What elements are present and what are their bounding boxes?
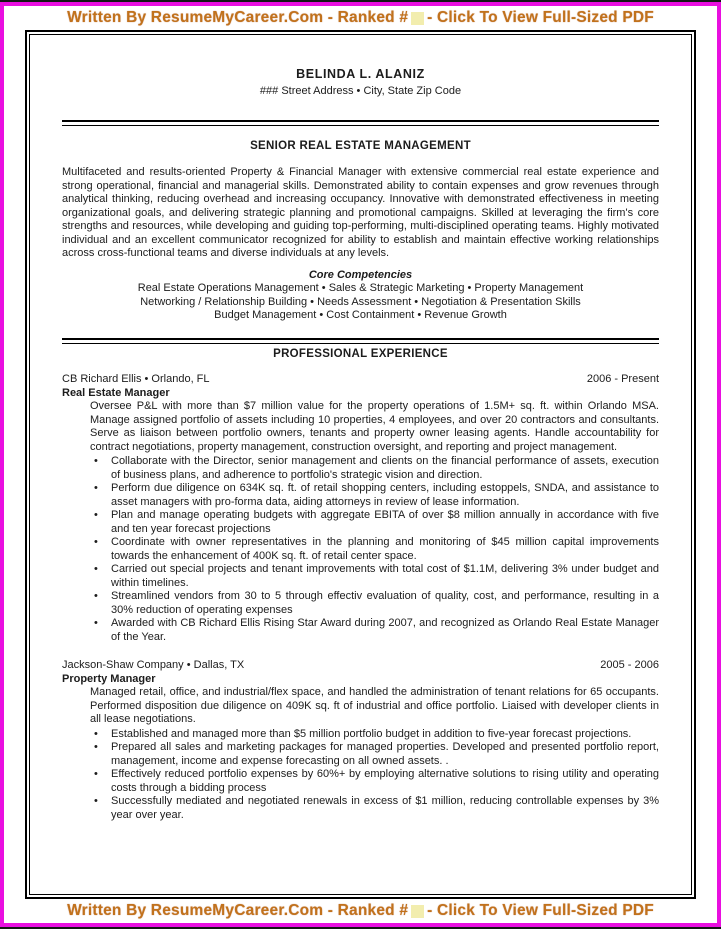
bullet-text: Streamlined vendors from 30 to 5 through effectiv evaluation of quality, cost, and performance, resulting in a 30% reduction of operating expenses: [111, 590, 659, 616]
resume-page: [25, 30, 696, 899]
job-bullet: [90, 768, 659, 795]
job-dates: 2006 - Present: [586, 373, 659, 385]
bullet-text: Awarded with CB Richard Ellis Rising Star Award during 2007, and recognized as Orlando Real Estate Manager of the Year.: [111, 617, 659, 643]
job-company: Jackson-Shaw Company • Dallas, TX: [62, 659, 245, 671]
banner-text-left[interactable]: Written By ResumeMyCareer.Com - Ranked #: [67, 902, 409, 919]
job-dates: 2005 - 2006: [600, 659, 659, 671]
bullet-text: Perform due diligence on 634K sq. ft. of retail shopping centers, including estoppels, SNDA, and assistance to asset managers with pro-forma data, aiding attorneys in review of lease information.: [111, 482, 659, 508]
bullet-marker: •: [94, 455, 98, 467]
bullet-text: Coordinate with owner representatives in the planning and monitoring of $45 million capital improvements towards the enhancement of 400K sq. ft. of retail center space.: [111, 536, 659, 562]
magenta-frame: [0, 2, 721, 927]
bullet-text: Successfully mediated and negotiated renewals in excess of $1 million, reducing controllable expenses by 3% year over year.: [111, 795, 659, 821]
bullet-text: Prepared all sales and marketing packages for managed properties. Developed and presented portfolio report, management, income and expense forecasting on all owned assets. .: [111, 741, 659, 767]
job-bullet: [90, 741, 659, 768]
bullet-text: Effectively reduced portfolio expenses by 60%+ by employing alternative solutions to rising utility and operating costs through a bidding process: [111, 768, 659, 794]
job-company: CB Richard Ellis • Orlando, FL: [62, 373, 210, 385]
bullet-text: Plan and manage operating budgets with aggregate EBITA of over $8 million annually in accordance with five and ten year forecast projections: [111, 509, 659, 535]
resume-headline: SENIOR REAL ESTATE MANAGEMENT: [250, 139, 471, 152]
banner-text-right[interactable]: - Click To View Full-Sized PDF: [427, 9, 654, 26]
bullet-text: Collaborate with the Director, senior management and clients on the financial performance of assets, execution of business plans, and adherence to portfolio's strategic vision and direction.: [111, 455, 659, 481]
bullet-marker: •: [94, 482, 98, 494]
job-summary: Managed retail, office, and industrial/flex space, and handled the administration of tenant relations for 65 occupants. Performed disposition due diligence on 409K sq. ft of industrial and office portfolio. Liaised with developer clients in all lease negotiations.: [90, 686, 659, 725]
core-competencies-list: [62, 282, 659, 323]
bullet-marker: •: [94, 590, 98, 602]
job-bullet: [90, 617, 659, 644]
job-bullet-list: [62, 455, 659, 644]
job-bullet: [90, 455, 659, 482]
core-competency-line: Real Estate Operations Management • Sales & Strategic Marketing • Property Management: [137, 282, 584, 294]
job-bullet: [90, 509, 659, 536]
core-competency-line: Networking / Relationship Building • Needs Assessment • Negotiation & Presentation Skills: [140, 295, 581, 308]
core-competency-line: Budget Management • Cost Containment • Revenue Growth: [214, 309, 507, 321]
candidate-address: ### Street Address • City, State Zip Code: [259, 85, 462, 97]
rank-number-highlight: [411, 12, 424, 25]
bullet-marker: •: [94, 795, 98, 807]
candidate-name: BELINDA L. ALANIZ: [296, 67, 425, 81]
banner-text-left[interactable]: Written By ResumeMyCareer.Com - Ranked #: [67, 9, 409, 26]
job-title: Real Estate Manager: [62, 386, 170, 399]
divider-double-line: [62, 338, 659, 344]
rank-number-highlight: [411, 905, 424, 918]
bullet-marker: •: [94, 617, 98, 629]
experience-heading: PROFESSIONAL EXPERIENCE: [273, 347, 448, 360]
core-competencies-heading: Core Competencies: [308, 268, 413, 281]
job-bullet: [90, 563, 659, 590]
bullet-marker: •: [94, 563, 98, 575]
job-bullet: [90, 536, 659, 563]
job-bullet-list: [62, 728, 659, 823]
banner-text-right[interactable]: - Click To View Full-Sized PDF: [427, 902, 654, 919]
top-promo-banner[interactable]: [4, 6, 717, 30]
profile-summary: Multifaceted and results-oriented Property & Financial Manager with extensive commercial real estate experience and strong operational, financial and managerial skills. Demonstrated ability to contain expenses and grow revenues through analytical thinking, reducing overhead and increasing occupancy. Innovative with demonstrated effectiveness in meeting organizational goals, and delivering strategic planning and promotional campaigns. Skilled at leveraging the firm's core strengths and resources, while developing and guiding top-performing, multi-disciplined operating teams. Highly motivated individual and an excellent communicator recognized for ability to establish and maintain effective working relationships across cross-functional teams and diverse individuals at any levels.: [62, 166, 659, 259]
job-entry-jackson-shaw: [62, 659, 659, 822]
bullet-marker: •: [94, 727, 98, 740]
job-bullet: [90, 482, 659, 509]
divider-double-line: [62, 120, 659, 126]
job-bullet: [90, 728, 659, 742]
bottom-promo-banner[interactable]: [4, 899, 717, 923]
bullet-marker: •: [94, 768, 98, 780]
bullet-text: Established and managed more than $5 million portfolio budget in addition to five-year forecast projections.: [111, 727, 632, 740]
bullet-marker: •: [94, 536, 98, 548]
job-summary: Oversee P&L with more than $7 million value for the property operations of 1.5M+ sq. ft. within Orlando MSA. Manage assigned portfolio of assets including 10 properties, 4 employees, and over 20 contractors and consultants. Serve as liaison between portfolio owners, tenants and property owner leasing agents. Handle accountability for contract negotiations, property management, construction oversight, and reporting and project management.: [90, 400, 659, 453]
job-entry-cb-richard-ellis: [62, 373, 659, 644]
job-bullet: [90, 590, 659, 617]
bullet-marker: •: [94, 741, 98, 753]
resume-page-inner: [29, 34, 692, 895]
bullet-marker: •: [94, 509, 98, 521]
job-bullet: [90, 795, 659, 822]
bullet-text: Carried out special projects and tenant improvements with total cost of $1.1M, delivering 3% under budget and within timelines.: [111, 563, 659, 589]
job-title: Property Manager: [62, 672, 156, 685]
